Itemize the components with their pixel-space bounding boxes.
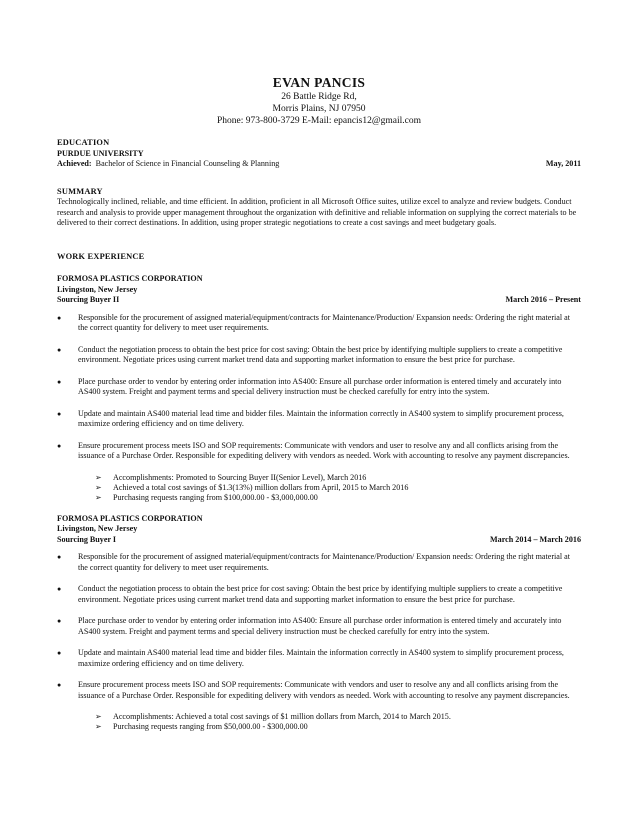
- work-heading: WORK EXPERIENCE: [57, 251, 145, 261]
- job-title: Sourcing Buyer I: [57, 534, 117, 544]
- degree-text: Bachelor of Science in Financial Counseling & Planning: [95, 159, 280, 168]
- accomplishments-list: [57, 712, 581, 732]
- duty-item: ● Conduct the negotiation process to obtain the best price for cost saving: Obtain the best price by identifying multiple suppliers to create a competitive environment. Negotiate prices using current market trend data and supporting market information to ensure the best price for purchase.: [57, 344, 563, 364]
- bullet-icon: ●: [57, 585, 62, 593]
- arrow-bullet-icon: ➢: [95, 712, 102, 721]
- bullet-icon: ●: [57, 409, 62, 418]
- address-line-2: Morris Plains, NJ 07950: [272, 104, 366, 114]
- degree-date: May, 2011: [545, 159, 581, 168]
- duty-item: ● Conduct the negotiation process to obtain the best price for cost saving: Obtain the best price by identifying multiple suppliers to create a competitive environment. Negotiate prices using current market trend data and supporting market information to ensure the best price for purchase.: [57, 584, 563, 604]
- candidate-name: EVAN PANCIS: [272, 75, 366, 90]
- job-title: Sourcing Buyer II: [57, 295, 120, 304]
- bullet-icon: ●: [57, 377, 62, 386]
- job-entry: [57, 514, 581, 733]
- accomplishment-item: ➢ Purchasing requests ranging from $50,000.00 - $300,000.00: [95, 722, 308, 731]
- summary-section: [57, 187, 581, 229]
- degree-row: [57, 159, 581, 170]
- arrow-bullet-icon: ➢: [95, 492, 102, 502]
- bullet-icon: ●: [57, 617, 62, 625]
- bullet-icon: ●: [57, 681, 62, 689]
- bullet-icon: ●: [57, 649, 62, 657]
- contact-line: Phone: 973-800-3729 E-Mail: epancis12@gmail.com: [217, 116, 421, 126]
- company-name: FORMOSA PLASTICS CORPORATION: [57, 274, 203, 283]
- duty-item: ● Ensure procurement process meets ISO and SOP requirements: Communicate with vendors and user to resolve any and all conflicts arising from the issuance of a Purchase Order. Responsible for expediting delivery with vendors as needed. Work with accounting to resolve any payment discrepancies.: [57, 680, 570, 700]
- bullet-icon: ●: [57, 313, 62, 322]
- duty-item: ● Place purchase order to vendor by entering order information into AS400: Ensure all purchase order information is entered timely and accurately into AS400 system. Freight and payment terms and special delivery instruction must be checked carefully for entry into the system.: [57, 616, 562, 636]
- bullet-icon: ●: [57, 345, 62, 354]
- arrow-bullet-icon: ➢: [95, 472, 102, 482]
- work-section: [57, 252, 581, 733]
- duty-item: ● Update and maintain AS400 material lead time and bidder files. Maintain the information correctly in AS400 system to simplify procurement process, maximize ordering efficiency and on time delivery.: [57, 408, 564, 428]
- achieved-label: Achieved:: [57, 159, 92, 168]
- arrow-bullet-icon: ➢: [95, 722, 102, 731]
- bullet-icon: ●: [57, 553, 62, 561]
- address-line-1: 26 Battle Ridge Rd,: [281, 92, 357, 102]
- duty-item: ● Ensure procurement process meets ISO and SOP requirements: Communicate with vendors and user to resolve any and all conflicts arising from the issuance of a Purchase Order. Responsible for expediting delivery with vendors as needed. Work with accounting to resolve any payment discrepancies.: [57, 440, 570, 460]
- job-title-row: [57, 295, 581, 306]
- duty-item: ● Update and maintain AS400 material lead time and bidder files. Maintain the information correctly in AS400 system to simplify procurement process, maximize ordering efficiency and on time delivery.: [57, 648, 564, 668]
- school-name: PURDUE UNIVERSITY: [57, 148, 144, 158]
- job-duties: [57, 313, 581, 462]
- accomplishment-item: ➢ Accomplishments: Promoted to Sourcing Buyer II(Senior Level), March 2016: [95, 472, 367, 482]
- resume-header: [0, 75, 638, 127]
- accomplishments-list: [57, 473, 581, 503]
- degree-line: [57, 159, 279, 170]
- accomplishment-item: ➢ Purchasing requests ranging from $100,000.00 - $3,000,000.00: [95, 492, 318, 502]
- job-dates: March 2016 – Present: [505, 295, 581, 304]
- summary-text: Technologically inclined, reliable, and time efficient. In addition, proficient in all Microsoft Office suites, utilize excel to analyze and review budgets. Conduct research and analysis to provide upper management throughout the organization with definitive and reliable information on supplying the correct materials to be delivered to their correct destinations. In addition, using proper strategic negotiations to create a cost savings and meet budgetary goals.: [57, 197, 577, 227]
- job-location: Livingston, New Jersey: [57, 524, 138, 533]
- job-dates: March 2014 – March 2016: [490, 534, 581, 544]
- education-heading: EDUCATION: [57, 138, 110, 147]
- duty-item: ● Responsible for the procurement of assigned material/equipment/contracts for Maintenance/Production/ Expansion needs: Ordering the right material at the correct quantity for delivery to meet user requirements.: [57, 552, 570, 572]
- job-location: Livingston, New Jersey: [57, 284, 138, 294]
- accomplishment-item: ➢ Accomplishments: Achieved a total cost savings of $1 million dollars from March, 2014 to March 2015.: [95, 712, 451, 721]
- job-entry: [57, 274, 581, 503]
- duty-item: ● Responsible for the procurement of assigned material/equipment/contracts for Maintenance/Production/ Expansion needs: Ordering the right material at the correct quantity for delivery to meet user requirements.: [57, 312, 570, 332]
- accomplishment-item: ➢ Achieved a total cost savings of $1.3(13%) million dollars from April, 2015 to March 2016: [95, 482, 409, 492]
- bullet-icon: ●: [57, 441, 62, 450]
- resume-body: [57, 138, 581, 732]
- summary-heading: SUMMARY: [57, 186, 103, 196]
- arrow-bullet-icon: ➢: [95, 482, 102, 492]
- company-name: FORMOSA PLASTICS CORPORATION: [57, 513, 203, 523]
- job-title-row: [57, 535, 581, 546]
- job-duties: [57, 552, 581, 701]
- duty-item: ● Place purchase order to vendor by entering order information into AS400: Ensure all purchase order information is entered timely and accurately into AS400 system. Freight and payment terms and special delivery instruction must be checked carefully for entry into the system.: [57, 376, 562, 396]
- education-section: [57, 138, 581, 170]
